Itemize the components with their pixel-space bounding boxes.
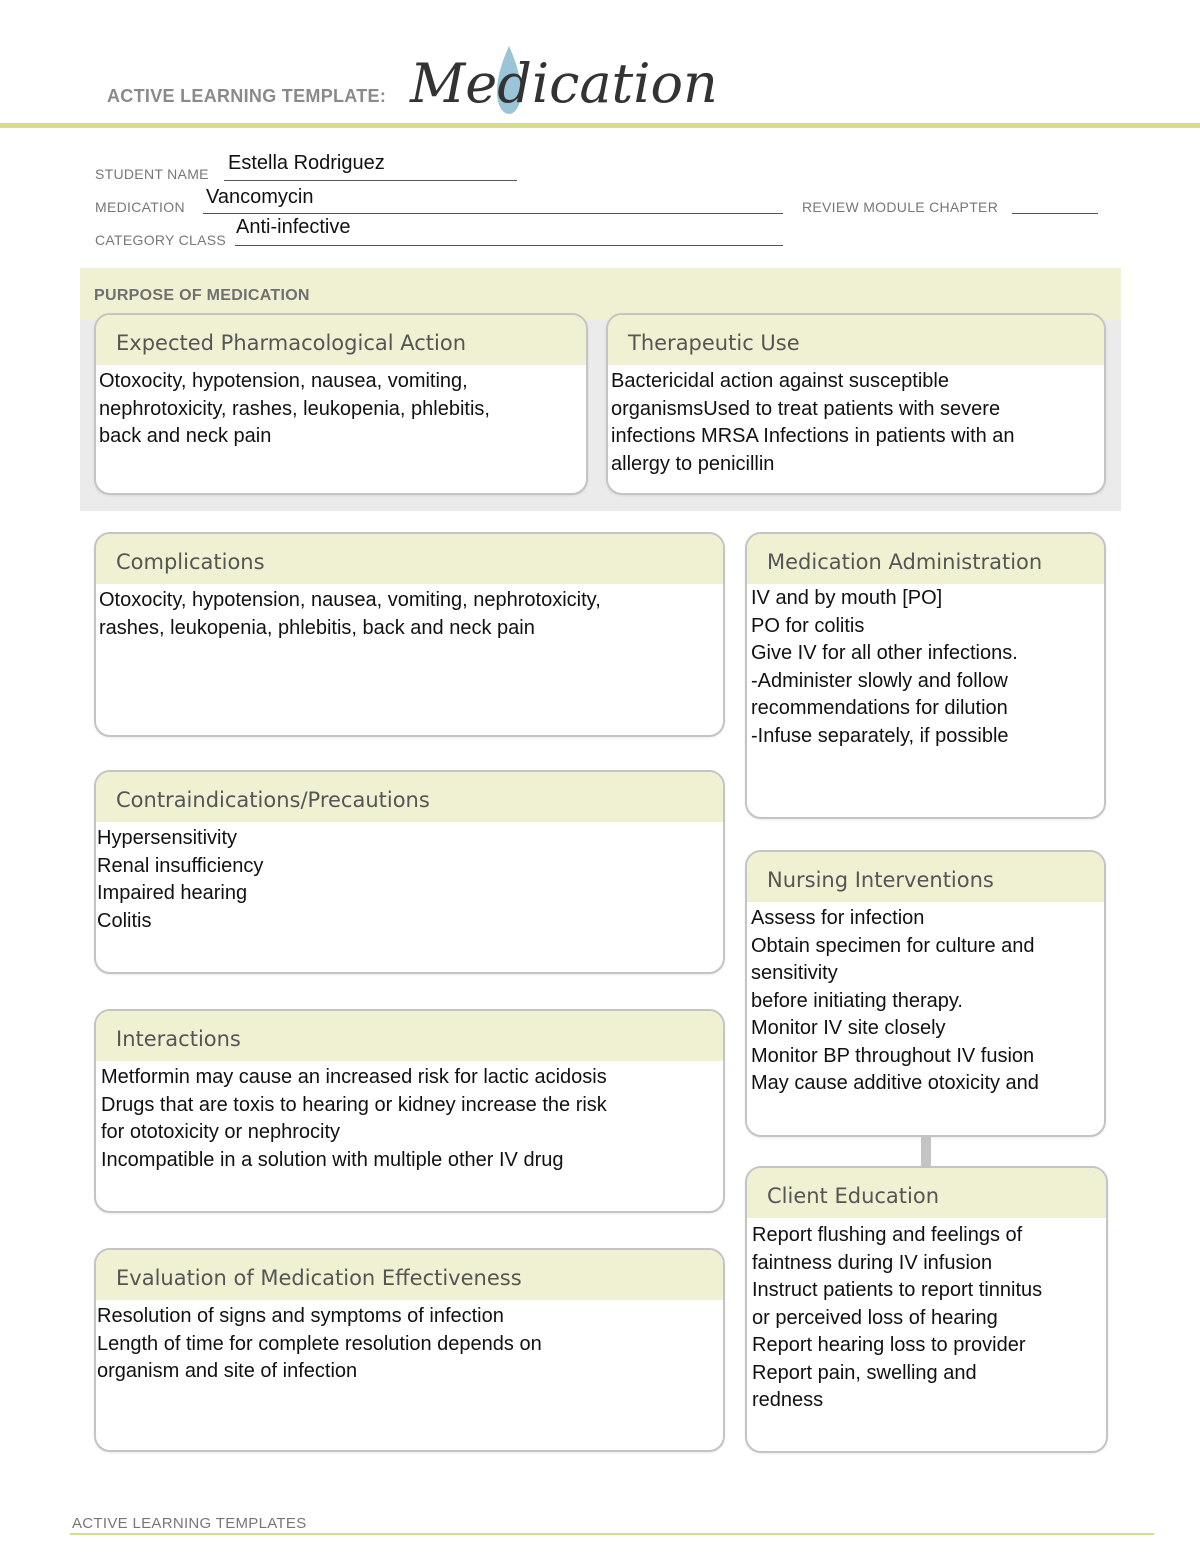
- header-divider: [0, 123, 1200, 128]
- text-line: allergy to penicillin: [611, 452, 775, 475]
- text-line: IV and by mouth [PO]: [751, 587, 943, 609]
- text-line: Assess for infection: [751, 907, 925, 929]
- complications-card: [94, 532, 725, 737]
- text-line: organismsUsed to treat patients with severe: [611, 397, 1001, 420]
- template-type-title: Medication: [410, 52, 718, 115]
- text-line: Drugs that are toxis to hearing or kidney increase the risk: [101, 1093, 607, 1116]
- evaluation-card: [94, 1248, 725, 1452]
- interactions-body[interactable]: [96, 1061, 723, 1174]
- footer-divider: [70, 1533, 1154, 1535]
- therapeutic-use-body[interactable]: [608, 365, 1104, 478]
- client-education-body[interactable]: [747, 1218, 1106, 1415]
- text-line: or perceived loss of hearing: [752, 1306, 998, 1329]
- interactions-title: Interactions: [96, 1011, 723, 1061]
- therapeutic-use-card: [606, 313, 1106, 495]
- text-line: Give IV for all other infections.: [751, 642, 1018, 664]
- text-line: Monitor IV site closely: [751, 1017, 946, 1039]
- template-label: ACTIVE LEARNING TEMPLATE:: [107, 86, 387, 106]
- text-line: infections MRSA Infections in patients with an: [611, 425, 1015, 447]
- text-line: -Administer slowly and follow: [751, 669, 1008, 692]
- text-line: Report flushing and feelings of: [752, 1224, 1023, 1246]
- therapeutic-use-title: Therapeutic Use: [608, 315, 1104, 365]
- text-line: sensitivity: [751, 962, 838, 984]
- text-line: Otoxocity, hypotension, nausea, vomiting, nephrotoxicity,: [99, 589, 601, 611]
- text-line: Monitor BP throughout IV fusion: [751, 1044, 1035, 1067]
- text-line: -Infuse separately, if possible: [751, 724, 1009, 747]
- category-class-underline: [235, 245, 783, 246]
- medication-value[interactable]: Vancomycin: [206, 186, 314, 208]
- student-name-label: STUDENT NAME: [95, 166, 209, 182]
- nursing-interventions-title: Nursing Interventions: [747, 852, 1104, 902]
- expected-action-body[interactable]: [96, 365, 586, 451]
- text-line: Colitis: [97, 909, 152, 932]
- review-module-label: REVIEW MODULE CHAPTER: [802, 199, 999, 215]
- student-name-underline: [224, 180, 517, 181]
- expected-action-title: Expected Pharmacological Action: [96, 315, 586, 365]
- text-line: back and neck pain: [99, 425, 272, 447]
- text-line: rashes, leukopenia, phlebitis, back and neck pain: [99, 616, 535, 639]
- complications-body[interactable]: [96, 584, 723, 642]
- text-line: Length of time for complete resolution depends on: [97, 1332, 542, 1355]
- text-line: Impaired hearing: [97, 882, 248, 904]
- text-line: faintness during IV infusion: [752, 1251, 993, 1274]
- client-education-card: [745, 1166, 1108, 1453]
- student-name-value[interactable]: Estella Rodriguez: [228, 152, 385, 174]
- text-line: PO for colitis: [751, 614, 865, 637]
- text-line: before initiating therapy.: [751, 989, 963, 1012]
- medication-label: MEDICATION: [95, 199, 185, 215]
- category-class-label: CATEGORY CLASS: [95, 232, 227, 248]
- text-line: Renal insufficiency: [97, 854, 264, 877]
- text-line: nephrotoxicity, rashes, leukopenia, phlebitis,: [99, 397, 490, 420]
- text-line: Resolution of signs and symptoms of infection: [97, 1305, 504, 1327]
- complications-title: Complications: [96, 534, 723, 584]
- text-line: Metformin may cause an increased risk for lactic acidosis: [101, 1066, 607, 1088]
- contraindications-title: Contraindications/Precautions: [96, 772, 723, 822]
- text-line: recommendations for dilution: [751, 697, 1008, 719]
- client-education-title: Client Education: [747, 1168, 1106, 1218]
- medication-underline: [203, 213, 783, 214]
- evaluation-body[interactable]: [96, 1300, 723, 1386]
- text-line: Bactericidal action against susceptible: [611, 370, 949, 392]
- nursing-interventions-card: [745, 850, 1106, 1137]
- review-module-underline[interactable]: [1012, 213, 1098, 214]
- text-line: Report hearing loss to provider: [752, 1334, 1026, 1356]
- medication-administration-body[interactable]: [747, 584, 1104, 750]
- text-line: Otoxocity, hypotension, nausea, vomiting,: [99, 370, 468, 392]
- text-line: for ototoxicity or nephrocity: [101, 1121, 340, 1143]
- nursing-interventions-body[interactable]: [747, 902, 1104, 1098]
- evaluation-title: Evaluation of Medication Effectiveness: [96, 1250, 723, 1300]
- contraindications-card: [94, 770, 725, 974]
- text-line: Obtain specimen for culture and: [751, 934, 1035, 957]
- text-line: Report pain, swelling and: [752, 1361, 977, 1384]
- text-line: Instruct patients to report tinnitus: [752, 1279, 1043, 1301]
- text-line: Hypersensitivity: [97, 827, 238, 849]
- category-class-value[interactable]: Anti-infective: [236, 216, 351, 238]
- contraindications-body[interactable]: [96, 822, 723, 935]
- expected-action-card: [94, 313, 588, 495]
- text-line: May cause additive otoxicity and: [751, 1072, 1039, 1094]
- text-line: organism and site of infection: [97, 1360, 358, 1382]
- text-line: Incompatible in a solution with multiple other IV drug: [101, 1148, 564, 1171]
- card-connector: [921, 1136, 931, 1166]
- text-line: redness: [752, 1389, 824, 1411]
- medication-administration-card: [745, 532, 1106, 819]
- medication-administration-title: Medication Administration: [747, 534, 1104, 584]
- interactions-card: [94, 1009, 725, 1213]
- footer-text: ACTIVE LEARNING TEMPLATES: [72, 1515, 307, 1532]
- purpose-title: PURPOSE OF MEDICATION: [94, 287, 310, 304]
